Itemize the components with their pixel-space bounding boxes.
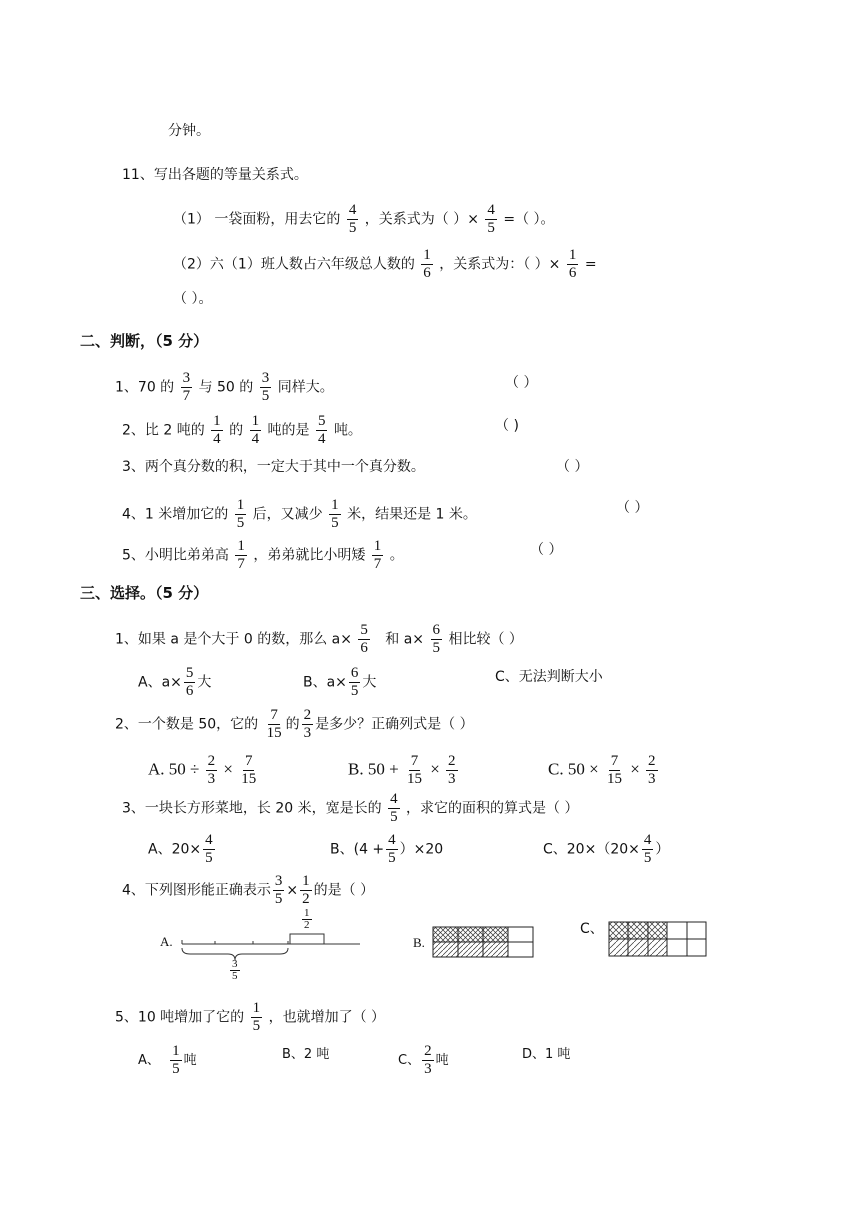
judge-q3: 3、两个真分数的积，一定大于其中一个真分数。	[122, 459, 425, 475]
choice-q5: 5、10 吨增加了它的 $\frac{1}{5}$ ，也就增加了（ ）	[115, 1000, 386, 1034]
fraction: $\frac{4}{5}$	[487, 202, 495, 236]
figure-a-fraction-half: 1 2	[304, 907, 310, 931]
choice-q2-option-c[interactable]: C. 50 × $\frac{7}{15}$ × $\frac{2}{3}$	[548, 753, 656, 787]
figure-b-grid[interactable]	[413, 925, 538, 960]
figure-a-label: A.	[160, 934, 173, 949]
choice-q5-option-d[interactable]: D、1 吨	[522, 1047, 571, 1062]
choice-q1: 1、如果 a 是个大于 0 的数，那么 a× $\frac{5}{6}$ 和 a× $\frac{6}{5}$ 相比较（ ）	[115, 622, 523, 656]
choice-q5-option-a[interactable]: A、 $\frac{1}{5}$ 吨	[138, 1043, 197, 1077]
fraction: $\frac{1}{6}$	[568, 247, 577, 281]
figure-c-label: C、	[580, 921, 604, 937]
answer-blank[interactable]: （ ）	[616, 500, 649, 516]
continuation-text: 分钟。	[168, 123, 210, 139]
answer-blank[interactable]: （ ）	[505, 375, 538, 391]
q11-sub2: （2）六（1）班人数占六年级总人数的 $\frac{1}{6}$ ，关系式为：（ ）× $\frac{1}{6}$ =	[173, 247, 597, 281]
figure-c-grid[interactable]	[580, 918, 710, 960]
q11-title: 11、写出各题的等量关系式。	[122, 167, 308, 183]
judge-q4: 4、1 米增加它的 $\frac{1}{5}$ 后，又减少 $\frac{1}{5}$ 米，结果还是 1 米。	[122, 497, 477, 531]
choice-q2-option-a[interactable]: A. 50 ÷ $\frac{2}{3}$ × $\frac{7}{15}$	[148, 753, 257, 787]
choice-q5-option-c[interactable]: C、 $\frac{2}{3}$ 吨	[398, 1043, 449, 1077]
choice-q2-option-b[interactable]: B. 50 + $\frac{7}{15}$ × $\frac{2}{3}$	[348, 753, 456, 787]
section-2-title: 二、判断，（5 分）	[80, 332, 209, 350]
choice-q3: 3、一块长方形菜地，长 20 米，宽是长的 $\frac{4}{5}$ ，求它的面积的算式是（ ）	[122, 791, 579, 825]
number-line-graphic	[160, 912, 365, 987]
choice-q5-option-b[interactable]: B、2 吨	[282, 1047, 330, 1062]
figure-b-graphic	[413, 925, 538, 960]
judge-q5: 5、小明比弟弟高 $\frac{1}{7}$ ，弟弟就比小明矮 $\frac{1}{7}$ 。	[122, 538, 404, 572]
figure-a-fraction-three-fifths: 3 5	[232, 958, 238, 982]
choice-q1-option-c[interactable]: C、无法判断大小	[495, 669, 603, 685]
fraction: $\frac{1}{6}$	[423, 247, 431, 281]
choice-q1-option-a[interactable]: A、a× $\frac{5}{6}$ 大	[138, 665, 212, 699]
choice-q2: 2、一个数是 50，它的 $\frac{7}{15}$ 的 $\frac{2}{3}$ 是多少？正确列式是（ ）	[115, 707, 474, 741]
choice-q3-option-c[interactable]: C、20×（20× $\frac{4}{5}$ ）	[543, 832, 670, 866]
q11-sub2-answer: （ ）。	[173, 291, 213, 307]
figure-b-label: B.	[413, 935, 425, 950]
figure-a-number-line[interactable]	[160, 907, 365, 987]
judge-q1: 1、70 的 $\frac{3}{7}$ 与 50 的 $\frac{3}{5}$ 同样大。	[115, 370, 334, 404]
answer-blank[interactable]: （ ）	[556, 459, 589, 475]
choice-q3-option-b[interactable]: B、(4 + $\frac{4}{5}$ ）×20	[330, 832, 444, 866]
choice-q4: 4、下列图形能正确表示 $\frac{3}{5}$ × $\frac{1}{2}$ 的是（ ）	[122, 873, 375, 907]
choice-q1-option-b[interactable]: B、a× $\frac{6}{5}$ 大	[303, 665, 377, 699]
choice-q3-option-a[interactable]: A、20× $\frac{4}{5}$	[148, 832, 213, 866]
figure-c-graphic	[580, 918, 710, 960]
q11-sub1: （1） 一袋面粉，用去它的 $\frac{4}{5}$ ，关系式为（ ）× $\frac{4}{5}$ =（ ）。	[173, 202, 555, 236]
section-3-title: 三、选择。（5 分）	[80, 584, 209, 602]
fraction: $\frac{4}{5}$	[348, 202, 357, 236]
answer-blank[interactable]: （ )	[495, 418, 519, 434]
answer-blank[interactable]: （ ）	[530, 542, 563, 558]
judge-q2: 2、比 2 吨的 $\frac{1}{4}$ 的 $\frac{1}{4}$ 吨的是 $\frac{5}{4}$ 吨。	[122, 413, 362, 447]
